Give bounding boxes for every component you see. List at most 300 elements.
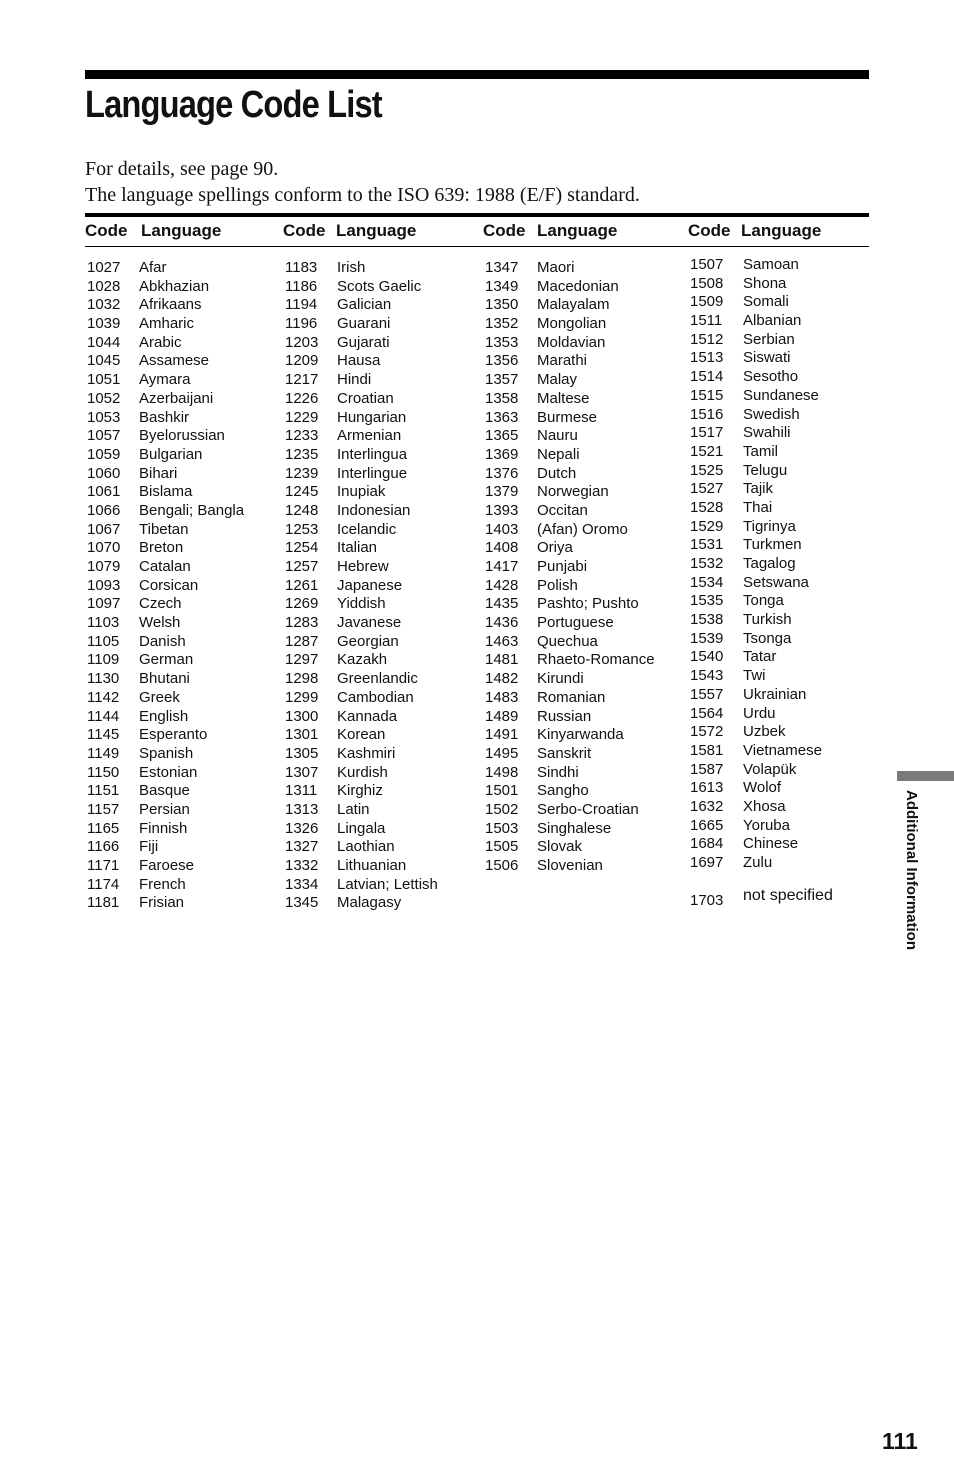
language-name: Welsh (139, 614, 181, 632)
language-code: 1053 (87, 408, 121, 426)
language-name: Danish (139, 632, 186, 650)
language-code: 1514 (690, 368, 724, 386)
language-name: Bulgarian (139, 445, 203, 463)
language-name: Somali (743, 293, 789, 311)
table-row (483, 708, 673, 727)
language-name: Polish (537, 576, 578, 594)
table-row (283, 876, 473, 895)
language-name: Irish (337, 259, 366, 276)
language-name: Serbo-Croatian (537, 800, 639, 818)
table-row (483, 371, 673, 390)
table-row (283, 483, 473, 502)
language-code: 1060 (87, 464, 121, 482)
language-name: French (139, 875, 186, 893)
table-row (483, 689, 673, 708)
language-name: Gujarati (337, 333, 390, 351)
language-name: Oriya (537, 539, 573, 557)
table-row (85, 558, 275, 577)
language-name: Kirghiz (337, 782, 383, 800)
language-code: 1534 (690, 573, 724, 591)
table-row (85, 334, 275, 353)
language-name: Pashto; Pushto (537, 595, 639, 613)
table-row (688, 648, 878, 667)
language-code: 1186 (285, 277, 318, 295)
header-language: Language (141, 221, 222, 240)
language-code: 1311 (285, 782, 318, 800)
language-code: 1506 (485, 857, 519, 874)
language-name: Slovenian (537, 857, 603, 874)
table-row (85, 539, 275, 558)
language-name: Croatian (337, 389, 394, 407)
language-code: 1463 (485, 632, 519, 650)
language-name: Sesotho (743, 368, 799, 386)
language-code: 1665 (690, 816, 724, 834)
language-code: 1350 (485, 296, 519, 314)
language-name: English (139, 707, 189, 725)
language-name: Czech (139, 595, 182, 613)
column-rows (283, 259, 473, 913)
language-code: 1196 (285, 315, 318, 333)
language-name: Cambodian (337, 688, 414, 706)
language-code: 1358 (485, 389, 519, 407)
language-name: Tamil (743, 442, 779, 460)
language-name: Tibetan (139, 520, 189, 538)
language-name: Marathi (537, 352, 588, 370)
language-code: 1109 (87, 651, 120, 669)
table-row (688, 835, 878, 854)
table-row (85, 633, 275, 652)
language-name: Volapük (743, 760, 797, 778)
table-row (85, 894, 275, 913)
language-code: 1235 (285, 445, 319, 463)
language-name: Wolof (743, 779, 782, 797)
language-code: 1027 (87, 259, 121, 276)
table-row (85, 427, 275, 446)
table-row (688, 705, 878, 724)
table-row (688, 293, 878, 312)
language-code: 1527 (690, 480, 724, 498)
language-name: Tsonga (743, 629, 792, 647)
language-name: Persian (139, 800, 190, 818)
table-row (85, 446, 275, 465)
language-name: Dutch (537, 464, 577, 482)
language-code: 1144 (87, 707, 120, 725)
table-row (483, 352, 673, 371)
table-row (283, 371, 473, 390)
table-row (483, 315, 673, 334)
table-row (283, 352, 473, 371)
language-code: 1379 (485, 483, 519, 501)
language-code: 1334 (285, 875, 319, 893)
language-code: 1513 (690, 349, 724, 367)
language-name: Bislama (139, 483, 193, 501)
language-code: 1044 (87, 333, 121, 351)
table-row (483, 764, 673, 783)
language-name: Estonian (139, 763, 198, 781)
language-name: Rhaeto-Romance (537, 651, 655, 669)
language-name: Korean (337, 726, 386, 744)
header-language: Language (537, 221, 618, 240)
language-code: 1347 (485, 259, 519, 276)
language-code: 1105 (87, 632, 120, 650)
language-code: 1365 (485, 427, 519, 445)
table-row (688, 480, 878, 499)
table-row (283, 857, 473, 876)
table-row (85, 409, 275, 428)
language-name: (Afan) Oromo (537, 520, 628, 538)
language-name: Chinese (743, 835, 799, 853)
page-number: 111 (882, 1428, 918, 1454)
table-row (688, 256, 878, 275)
language-code: 1217 (285, 371, 319, 389)
language-code: 1166 (87, 838, 120, 856)
language-code: 1498 (485, 763, 519, 781)
table-row (85, 614, 275, 633)
language-name: Guarani (337, 315, 391, 333)
table-row (85, 726, 275, 745)
column-rows (85, 259, 275, 913)
language-name: Laothian (337, 838, 395, 856)
language-code: 1482 (485, 670, 519, 688)
language-name: Arabic (139, 333, 182, 351)
language-name: Norwegian (537, 483, 609, 501)
language-code: 1345 (285, 894, 319, 912)
language-name: Uzbek (743, 723, 786, 741)
language-name: Afrikaans (139, 296, 202, 314)
table-row (688, 611, 878, 630)
table-row (283, 745, 473, 764)
table-row (688, 536, 878, 555)
table-row (85, 352, 275, 371)
top-rule (85, 70, 869, 79)
language-name: Bhutani (139, 670, 190, 688)
table-row (483, 726, 673, 745)
language-code: 1209 (285, 352, 319, 370)
language-name: Faroese (139, 857, 195, 874)
intro-text (85, 156, 640, 208)
column-rows (688, 256, 878, 873)
table-row (688, 368, 878, 387)
table-row (283, 708, 473, 727)
language-code: 1150 (87, 763, 120, 781)
table-row (283, 427, 473, 446)
language-code: 1327 (285, 838, 319, 856)
table-row (688, 592, 878, 611)
table-row (283, 465, 473, 484)
table-row (283, 801, 473, 820)
language-name: Tonga (743, 592, 784, 610)
language-code: 1581 (690, 741, 724, 759)
language-name: Byelorussian (139, 427, 225, 445)
language-code: 1684 (690, 835, 724, 853)
language-name: Samoan (743, 256, 799, 273)
table-row (483, 838, 673, 857)
table-row (688, 424, 878, 443)
intro-line-1: For details, see page 90. (85, 158, 279, 180)
table-row (483, 465, 673, 484)
language-code: 1233 (285, 427, 319, 445)
page-title: Language Code List (85, 84, 382, 126)
language-code: 1543 (690, 667, 724, 685)
language-name: Malay (537, 371, 578, 389)
language-code: 1525 (690, 461, 724, 479)
table-row (688, 499, 878, 518)
language-name: Scots Gaelic (337, 277, 422, 295)
table-row (283, 894, 473, 913)
language-code: 1307 (285, 763, 319, 781)
language-code: 1032 (87, 296, 121, 314)
language-code: 1298 (285, 670, 319, 688)
extra-entry-code: 1703 (690, 892, 724, 909)
language-name: Sindhi (537, 763, 579, 781)
table-row (483, 782, 673, 801)
table-row (688, 518, 878, 537)
table-row (483, 390, 673, 409)
table-row (85, 838, 275, 857)
table-row (283, 334, 473, 353)
extra-entry-language: not specified (743, 887, 833, 904)
language-name: Occitan (537, 501, 588, 519)
table-row (85, 371, 275, 390)
language-code: 1369 (485, 445, 519, 463)
table-row (688, 275, 878, 294)
language-code: 1538 (690, 611, 724, 629)
table-row (283, 409, 473, 428)
language-name: Maori (537, 259, 575, 276)
language-code: 1305 (285, 744, 319, 762)
language-code: 1165 (87, 819, 120, 837)
language-name: Azerbaijani (139, 389, 214, 407)
table-row (85, 764, 275, 783)
table-row (483, 614, 673, 633)
language-code: 1183 (285, 259, 318, 276)
table-row (85, 483, 275, 502)
table-row (483, 334, 673, 353)
language-name: Hungarian (337, 408, 407, 426)
language-name: Malayalam (537, 296, 610, 314)
language-code: 1061 (87, 483, 121, 501)
table-row (483, 446, 673, 465)
language-code: 1332 (285, 857, 319, 874)
language-code: 1066 (87, 501, 121, 519)
language-code: 1539 (690, 629, 724, 647)
language-name: Kirundi (537, 670, 584, 688)
language-code: 1353 (485, 333, 519, 351)
language-name: Amharic (139, 315, 195, 333)
language-code: 1245 (285, 483, 319, 501)
table-row (483, 409, 673, 428)
table-row (283, 539, 473, 558)
table-row (85, 670, 275, 689)
language-code: 1408 (485, 539, 519, 557)
language-code: 1057 (87, 427, 121, 445)
language-code: 1531 (690, 536, 724, 554)
language-code: 1203 (285, 333, 319, 351)
language-name: Shona (743, 274, 787, 292)
language-name: Corsican (139, 576, 199, 594)
language-name: Swedish (743, 405, 800, 423)
table-row (688, 742, 878, 761)
language-code: 1261 (285, 576, 319, 594)
table-row (85, 708, 275, 727)
language-code: 1503 (485, 819, 519, 837)
table-row (283, 595, 473, 614)
table-row (483, 427, 673, 446)
language-name: Slovak (537, 838, 583, 856)
language-code: 1257 (285, 558, 319, 575)
language-code: 1516 (690, 405, 724, 423)
table-row (483, 670, 673, 689)
language-code: 1613 (690, 779, 724, 797)
language-name: Turkish (743, 611, 792, 629)
language-name: Tigrinya (743, 517, 796, 535)
language-code: 1483 (485, 688, 519, 706)
table-row (688, 312, 878, 331)
language-code: 1489 (485, 707, 519, 725)
language-name: Sanskrit (537, 744, 592, 762)
language-code: 1151 (87, 782, 120, 800)
language-code: 1509 (690, 293, 724, 311)
table-row (483, 539, 673, 558)
language-code: 1039 (87, 315, 121, 333)
table-row (688, 406, 878, 425)
table-row (283, 315, 473, 334)
language-name: Portuguese (537, 614, 614, 632)
language-name: Indonesian (337, 501, 411, 519)
language-code: 1532 (690, 555, 724, 572)
language-name: Tatar (743, 648, 777, 666)
table-row (688, 630, 878, 649)
language-code: 1130 (87, 670, 120, 688)
language-name: Tagalog (743, 555, 796, 572)
language-name: Yiddish (337, 595, 386, 613)
language-code: 1417 (485, 558, 519, 575)
table-row (283, 651, 473, 670)
language-code: 1515 (690, 386, 724, 404)
language-code: 1349 (485, 277, 519, 295)
header-code: Code (85, 221, 128, 240)
language-name: Latin (337, 800, 370, 818)
language-name: Romanian (537, 688, 606, 706)
language-code: 1528 (690, 498, 724, 516)
table-row (85, 315, 275, 334)
language-code: 1254 (285, 539, 319, 557)
language-name: Spanish (139, 744, 194, 762)
table-row (688, 462, 878, 481)
language-code: 1326 (285, 819, 319, 837)
language-name: Kinyarwanda (537, 726, 624, 744)
language-name: Urdu (743, 704, 776, 722)
table-row (688, 817, 878, 836)
language-code: 1403 (485, 520, 519, 538)
language-code: 1045 (87, 352, 121, 370)
language-code: 1226 (285, 389, 319, 407)
table-row (85, 820, 275, 839)
table-row (283, 278, 473, 297)
table-row (283, 296, 473, 315)
language-name: Hebrew (337, 558, 389, 575)
table-row (283, 820, 473, 839)
language-code: 1572 (690, 723, 724, 741)
language-name: Sundanese (743, 386, 819, 404)
intro-line-2: The language spellings conform to the ISO 639: 1988 (E/F) standard. (85, 184, 640, 206)
language-name: Aymara (139, 371, 191, 389)
table-row (85, 390, 275, 409)
language-name: Zulu (743, 854, 773, 871)
table-row (85, 502, 275, 521)
language-code: 1697 (690, 854, 724, 871)
language-code: 1535 (690, 592, 724, 610)
language-name: Lingala (337, 819, 386, 837)
language-code: 1540 (690, 648, 724, 666)
table-row (283, 838, 473, 857)
header-code: Code (283, 221, 326, 240)
table-row (688, 555, 878, 574)
language-name: Greenlandic (337, 670, 418, 688)
language-name: Swahili (743, 424, 791, 442)
table-row (688, 331, 878, 350)
table-row (483, 259, 673, 278)
language-name: Setswana (743, 573, 809, 591)
language-code: 1436 (485, 614, 519, 632)
language-name: Moldavian (537, 333, 606, 351)
language-code: 1521 (690, 442, 724, 460)
language-name: Kazakh (337, 651, 388, 669)
language-code: 1508 (690, 274, 724, 292)
language-name: Sangho (537, 782, 589, 800)
language-name: Lithuanian (337, 857, 407, 874)
table-row (283, 689, 473, 708)
language-name: Telugu (743, 461, 788, 479)
table-row (483, 483, 673, 502)
table-row (283, 764, 473, 783)
language-code: 1632 (690, 797, 724, 815)
table-row (688, 686, 878, 705)
table-row (85, 278, 275, 297)
table-row (688, 723, 878, 742)
table-row (283, 558, 473, 577)
language-name: Icelandic (337, 520, 397, 538)
language-name: Latvian; Lettish (337, 875, 438, 893)
language-name: Quechua (537, 632, 598, 650)
table-row (85, 595, 275, 614)
table-row (483, 745, 673, 764)
language-name: Greek (139, 688, 180, 706)
table-row (283, 259, 473, 278)
language-code: 1301 (285, 726, 319, 744)
language-name: Inupiak (337, 483, 386, 501)
table-row (688, 854, 878, 873)
language-code: 1248 (285, 501, 319, 519)
table-row (85, 296, 275, 315)
language-name: Ukrainian (743, 685, 807, 703)
table-row (85, 857, 275, 876)
table-row (688, 779, 878, 798)
language-code: 1051 (87, 371, 121, 389)
language-name: Basque (139, 782, 190, 800)
language-code: 1171 (87, 857, 120, 874)
language-name: Twi (743, 667, 766, 685)
language-name: Italian (337, 539, 378, 557)
language-code: 1079 (87, 558, 121, 575)
language-code: 1269 (285, 595, 319, 613)
table-row (85, 801, 275, 820)
column-rows (483, 259, 673, 876)
language-code: 1505 (485, 838, 519, 856)
language-name: Hindi (337, 371, 372, 389)
table-row (85, 259, 275, 278)
language-name: Interlingue (337, 464, 408, 482)
